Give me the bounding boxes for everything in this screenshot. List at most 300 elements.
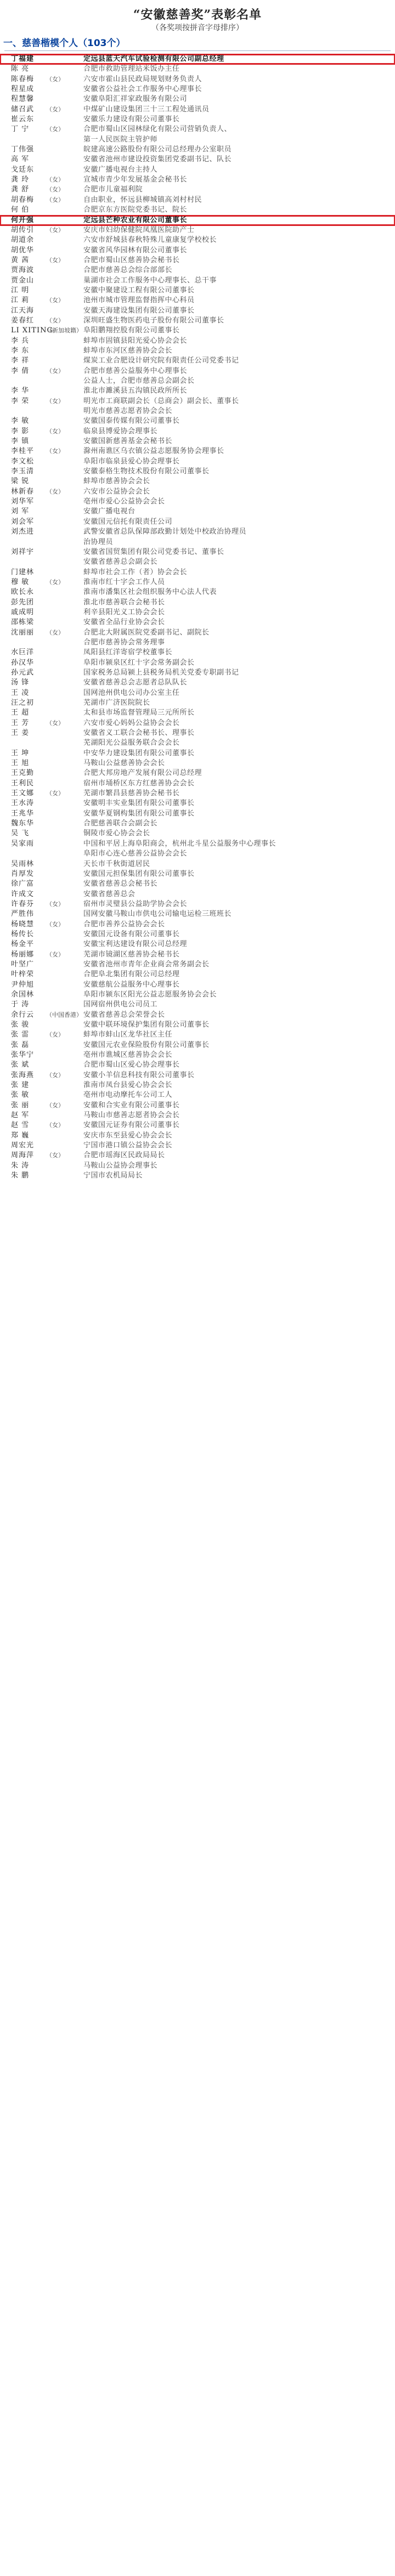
honoree-title: 淮北市濉溪县五沟镇民政所所长 <box>83 387 188 395</box>
page-subtitle: （各奖项按拼音字母排序） <box>151 24 244 32</box>
list-item <box>0 648 395 658</box>
honoree-name: 王 超 <box>11 709 30 717</box>
honoree-name: 李 祥 <box>11 356 30 365</box>
honoree-title: 安徽省池州市青年企业商会常务副会长 <box>83 960 210 969</box>
honoree-title: 六安市舒城县春秋特殊儿童康复学校校长 <box>83 236 217 245</box>
honoree-title: 安徽国元证券有限公司董事长 <box>83 1121 180 1130</box>
list-item <box>0 235 395 245</box>
list-item <box>0 397 395 406</box>
list-item <box>0 94 395 104</box>
list-item <box>0 507 395 517</box>
list-item <box>0 899 395 909</box>
honoree-note: （女） <box>46 1101 64 1109</box>
list-item <box>0 718 395 728</box>
honoree-name: 刘 军 <box>11 507 30 516</box>
honoree-name: 朱 鹏 <box>11 1171 30 1180</box>
honoree-name: 王文娜 <box>11 789 35 798</box>
list-item <box>0 779 395 789</box>
honoree-name: 赵 雪 <box>11 1121 30 1130</box>
list-item <box>0 165 395 175</box>
honoree-title: 安徽省风华园林有限公司董事长 <box>83 246 188 254</box>
honoree-name: 肖厚发 <box>11 869 35 878</box>
honoree-title: 安徽省义工联合会秘书长、理事长 <box>83 729 195 738</box>
honoree-note: （女） <box>46 900 64 908</box>
honoree-name: 程星成 <box>11 85 35 94</box>
honoree-title: 阜阳市颍东区阳光公益志愿服务协会会长 <box>83 990 217 999</box>
honoree-name: 李玉清 <box>11 467 35 476</box>
honoree-name: 李 影 <box>11 427 30 435</box>
honoree-title: 安徽省公益社会工作服务中心理事长 <box>83 85 202 94</box>
honoree-name: 胡优华 <box>11 246 35 254</box>
list-item <box>0 135 395 145</box>
list-item <box>0 296 395 305</box>
honoree-title: 合肥市慈善总会综合部部长 <box>83 266 173 275</box>
list-item <box>0 527 395 537</box>
honoree-title: 合肥市蜀山区园林绿化有限公司营销负责人、 <box>83 125 232 134</box>
list-item <box>0 225 395 235</box>
list-item <box>0 265 395 275</box>
honoree-title: 安庆市东至县爱心协会会长 <box>83 1131 173 1140</box>
honoree-name: 胡春梅 <box>11 195 35 204</box>
list-item <box>0 678 395 688</box>
honoree-title: 巢湖市社会工作服务中心理事长、总干事 <box>83 276 217 285</box>
honoree-name: 龚 玲 <box>11 175 30 184</box>
list-item <box>0 920 395 930</box>
list-item <box>0 829 395 839</box>
honoree-name: 张 建 <box>11 1081 30 1090</box>
honoree-title: 安徽省慈善总会荣誉会长 <box>83 1010 165 1019</box>
honoree-name: 欧长永 <box>11 588 35 597</box>
honoree-note: （女） <box>46 488 64 495</box>
honoree-title: 安庆市妇幼保健院凤凰医院助产士 <box>83 225 195 234</box>
list-item <box>0 1090 395 1100</box>
list-item <box>0 477 395 486</box>
list-item <box>0 698 395 708</box>
highlighted-list-item <box>0 216 395 225</box>
list-item <box>0 366 395 376</box>
honoree-name: 吴 飞 <box>11 829 30 838</box>
highlighted-list-item <box>0 54 395 64</box>
list-item <box>0 1120 395 1130</box>
honoree-name: 刘华军 <box>11 497 35 506</box>
list-item <box>0 286 395 296</box>
honoree-name: 王 芳 <box>11 718 30 727</box>
honoree-title: 安徽广播电视台 <box>83 507 136 516</box>
honoree-title: 合肥市蜀山区慈善协会秘书长 <box>83 256 180 264</box>
honoree-title: 淮南市红十字会工作人员 <box>83 578 165 586</box>
list-item <box>0 306 395 316</box>
list-item <box>0 124 395 134</box>
honoree-title: 自由职业，怀远县柳城镇高刘村村民 <box>83 195 202 204</box>
honoree-title: 铜陵市爱心协会会长 <box>83 829 150 838</box>
list-item <box>0 960 395 970</box>
list-item <box>0 115 395 124</box>
list-item <box>0 1161 395 1171</box>
honoree-name: 杨传长 <box>11 930 35 938</box>
honoree-title: 六安市霍山县民政局规划财务负责人 <box>83 75 202 83</box>
honoree-name: 李 镇 <box>11 437 30 446</box>
list-item <box>0 1071 395 1080</box>
list-item <box>0 1030 395 1040</box>
honoree-name: 张华宁 <box>11 1051 35 1060</box>
honoree-title: 定远县芒种农业有限公司董事长 <box>83 216 188 224</box>
honoree-note: （女） <box>46 186 64 194</box>
honoree-title: 安徽宝利达建设有限公司总经理 <box>83 940 188 949</box>
honoree-note: （女） <box>46 790 64 797</box>
honoree-title: 宁国市港口镇公益协会会长 <box>83 1141 173 1150</box>
list-item <box>0 1131 395 1141</box>
honoree-title: 安徽中聚建设工程有限公司董事长 <box>83 286 195 295</box>
honoree-title: 深圳旺盛生物医药电子股份有限公司董事长 <box>83 316 224 325</box>
honoree-title: 安徽国元担保集团有限公司董事长 <box>83 869 195 878</box>
list-item <box>0 467 395 477</box>
honoree-title: 芜湖阳光公益服务联合会会长 <box>83 739 180 748</box>
list-item <box>0 406 395 416</box>
honoree-title: 安徽华夏钢构集团有限公司董事长 <box>83 809 195 818</box>
list-item <box>0 809 395 819</box>
honoree-title: 安徽明丰实业集团有限公司董事长 <box>83 799 195 808</box>
honoree-title: 安徽泰格生物技术股份有限公司董事长 <box>83 467 210 476</box>
honoree-title: 安徽省池州市建设投资集团党委副书记、队长 <box>83 155 232 164</box>
list-item <box>0 175 395 185</box>
honoree-note: （女） <box>46 629 64 636</box>
list-item <box>0 64 395 74</box>
list-item <box>0 1151 395 1160</box>
honoree-name: 王 坤 <box>11 749 30 757</box>
honoree-name: 杨晓慧 <box>11 920 35 929</box>
honoree-title: 马鞍山公益慈善协会会长 <box>83 759 165 768</box>
list-item <box>0 145 395 155</box>
honoree-title: 安徽广播电视台主持人 <box>83 165 158 174</box>
list-item <box>0 728 395 738</box>
honoree-name: 何 伯 <box>11 206 30 214</box>
list-item <box>0 446 395 456</box>
honoree-title: 合肥阜北集团有限公司总经理 <box>83 970 180 979</box>
honoree-title: 国网安徽马鞍山市供电公司输电运检三班班长 <box>83 910 232 919</box>
list-item <box>0 195 395 205</box>
honoree-title: 太和县市场监督管理局三元所所长 <box>83 709 195 717</box>
honoree-name: 彭先团 <box>11 598 35 607</box>
list-item <box>0 658 395 668</box>
honoree-name: 胡道余 <box>11 236 35 245</box>
honoree-name: 李 荣 <box>11 397 30 405</box>
honoree-name: 王利民 <box>11 779 35 788</box>
list-item <box>0 1171 395 1181</box>
list-item <box>0 547 395 557</box>
list-item <box>0 346 395 356</box>
list-item <box>0 738 395 748</box>
list-item <box>0 758 395 768</box>
honoree-note: （女） <box>46 196 64 203</box>
list-item <box>0 950 395 960</box>
honoree-note: （女） <box>46 316 64 324</box>
honoree-name: 李 敏 <box>11 417 30 426</box>
list-item <box>0 939 395 949</box>
honoree-name: 赵 军 <box>11 1111 30 1120</box>
honoree-name: LI XITING <box>11 326 53 335</box>
list-item <box>0 587 395 597</box>
honoree-title: 安徽省慈善总会 <box>83 890 136 898</box>
list-item <box>0 75 395 84</box>
honoree-title: 宣城市青少年发展基金会秘书长 <box>83 175 188 184</box>
honoree-title: 安徽国元信托有限责任公司 <box>83 517 173 526</box>
honoree-title: 合肥市善养公益协会会长 <box>83 920 165 929</box>
honoree-name: 叶坚广 <box>11 960 35 969</box>
honoree-name: 龚 舒 <box>11 185 30 194</box>
list-item <box>0 1111 395 1120</box>
honoree-name: 穆 敏 <box>11 578 30 586</box>
list-item <box>0 356 395 366</box>
honoree-title: 中煤矿山建设集团三十三工程处通讯员 <box>83 105 210 114</box>
honoree-title: 合肥市救助管理站米饭办主任 <box>83 65 180 73</box>
list-item <box>0 497 395 507</box>
list-item <box>0 427 395 437</box>
honoree-title: 治协理员 <box>83 537 114 546</box>
honoree-name: 张 斌 <box>11 1061 30 1069</box>
honoree-name: 余国林 <box>11 990 35 999</box>
section-title: 一、慈善楷模个人（103个） <box>3 38 126 49</box>
honoree-note: （女） <box>46 1122 64 1129</box>
honoree-title: 安徽国新慈善基金会秘书长 <box>83 437 173 446</box>
honoree-title: 安徽省慈善总会副会长 <box>83 558 158 567</box>
honoree-title: 安徽阜阳汇祥家政服务有限公司 <box>83 95 188 104</box>
honoree-name: 程慧馨 <box>11 95 35 104</box>
honoree-note: （女） <box>46 297 64 304</box>
list-item <box>0 276 395 286</box>
list-item <box>0 336 395 346</box>
honoree-title: 安徽小羊信息科技有限公司董事长 <box>83 1071 195 1079</box>
honoree-title: 武警安徽省总队保障部政勤计划处中校政治协理员 <box>83 528 247 536</box>
honoree-note: （女） <box>46 75 64 83</box>
list-item <box>0 849 395 859</box>
honoree-title: 安徽省全品行业协会会长 <box>83 618 165 627</box>
honoree-title: 阜阳市颍泉区红十字会常务副会长 <box>83 658 195 667</box>
honoree-title: 蚌埠市慈善协会会长 <box>83 477 150 486</box>
honoree-name: 李 兵 <box>11 336 30 345</box>
honoree-note: （女） <box>46 126 64 133</box>
list-item <box>0 246 395 256</box>
honoree-name: 王水涛 <box>11 799 35 808</box>
honoree-name: 许成文 <box>11 890 35 898</box>
honoree-title: 安徽中联环境保护集团有限公司董事长 <box>83 1021 210 1029</box>
honoree-note: （女） <box>46 427 64 435</box>
honoree-title: 合肥市蜀山区爱心协会理事长 <box>83 1061 180 1069</box>
list-item <box>0 980 395 990</box>
honoree-name: 杨丽娜 <box>11 950 35 959</box>
list-item <box>0 557 395 567</box>
honoree-name: 张 骏 <box>11 1021 30 1029</box>
list-item <box>0 376 395 386</box>
honoree-name: 王 姜 <box>11 729 30 738</box>
honoree-name: 李 东 <box>11 346 30 355</box>
honoree-name: 丁福建 <box>11 55 35 63</box>
honoree-note: （女） <box>46 105 64 113</box>
list-item <box>0 1050 395 1060</box>
honoree-name: 汤 锋 <box>11 678 30 687</box>
honoree-name: 储召武 <box>11 105 35 114</box>
honoree-title: 安徽和合实业有限公司董事长 <box>83 1101 180 1109</box>
list-item <box>0 1080 395 1090</box>
list-item <box>0 1101 395 1111</box>
honoree-note: （女） <box>46 226 64 234</box>
list-item <box>0 628 395 638</box>
honoree-name: 王克勤 <box>11 769 35 778</box>
honoree-name: 郑 巍 <box>11 1131 30 1140</box>
honoree-name: 何开强 <box>11 216 35 224</box>
honoree-name: 孙汉华 <box>11 658 35 667</box>
honoree-title: 合肥北大附属医院党委副书记、副院长 <box>83 628 210 637</box>
list-item <box>0 909 395 919</box>
honoree-title: 公益人士，合肥市慈善总会副会长 <box>83 377 195 385</box>
list-item <box>0 859 395 869</box>
honoree-name: 姜春红 <box>11 316 35 325</box>
list-item <box>0 638 395 648</box>
list-item <box>0 155 395 165</box>
honoree-name: 魏东华 <box>11 819 35 828</box>
honoree-title: 蚌埠市社会工作（者）协会会长 <box>83 568 188 576</box>
list-item <box>0 890 395 899</box>
list-item <box>0 708 395 718</box>
honoree-note: （女） <box>46 1152 64 1159</box>
list-item <box>0 688 395 698</box>
list-item <box>0 668 395 678</box>
list-item <box>0 578 395 587</box>
list-item <box>0 1000 395 1010</box>
honoree-name: 丁伟强 <box>11 145 35 154</box>
honoree-title: 定远县蓝天汽车试验检测有限公司副总经理 <box>83 55 224 63</box>
honoree-name: 戈廷东 <box>11 165 35 174</box>
honoree-note: （女） <box>46 719 64 727</box>
honoree-name: 丁 宁 <box>11 125 30 134</box>
honoree-name: 张 敏 <box>11 1091 30 1100</box>
honoree-name: 张 丽 <box>11 1101 30 1109</box>
honoree-title: 安徽省慈善总会志愿者总队队长 <box>83 678 188 687</box>
honoree-title: 安徽慈航公益服务中心理事长 <box>83 980 180 989</box>
honoree-title: 亳州市爱心公益协会会长 <box>83 497 165 506</box>
section-divider <box>4 50 391 51</box>
honoree-name: 张 磊 <box>11 1040 30 1049</box>
honoree-name: 周海萍 <box>11 1151 35 1160</box>
honoree-title: 安徽乐力建设有限公司董事长 <box>83 115 180 124</box>
honoree-name: 崔云东 <box>11 115 35 124</box>
list-item <box>0 839 395 849</box>
honoree-title: 第一人民医院主管护师 <box>83 135 158 144</box>
honoree-note: （中国香港） <box>46 1011 82 1018</box>
list-item <box>0 1141 395 1151</box>
honoree-name: 吴雨林 <box>11 859 35 868</box>
list-item <box>0 386 395 396</box>
honoree-title: 六安市公益协会会长 <box>83 487 150 496</box>
honoree-name: 于 涛 <box>11 1000 30 1009</box>
honoree-title: 宿州市埇桥区东方红慈善协会会长 <box>83 779 195 788</box>
honoree-name: 李桂平 <box>11 447 35 456</box>
honoree-name: 吴家雨 <box>11 839 35 848</box>
honoree-title: 安徽国元设备有限公司董事长 <box>83 930 180 938</box>
honoree-name: 梁 锐 <box>11 477 30 486</box>
list-item <box>0 789 395 799</box>
list-item <box>0 326 395 336</box>
honoree-name: 江 莉 <box>11 296 30 305</box>
list-item <box>0 819 395 829</box>
honoree-title: 淮南市潘集区社会组织服务中心法人代表 <box>83 588 217 597</box>
honoree-name: 许春芬 <box>11 899 35 908</box>
honoree-title: 安徽天海建设集团有限公司董事长 <box>83 306 195 315</box>
honoree-name: 孙元武 <box>11 668 35 677</box>
honoree-title: 阜阳市心连心慈善公益协会会长 <box>83 850 188 858</box>
list-item <box>0 799 395 808</box>
honoree-note: （新加坡籍） <box>46 327 82 335</box>
honoree-title: 淮南市凤台县爱心协会会长 <box>83 1081 173 1090</box>
honoree-title: 六安市爱心妈妈公益协会会长 <box>83 718 180 727</box>
list-item <box>0 487 395 497</box>
honoree-title: 天长市千秋街道居民 <box>83 859 150 868</box>
honoree-name: 李 华 <box>11 387 30 395</box>
honoree-name: 江天海 <box>11 306 35 315</box>
honoree-title: 阜阳市临泉县爱心协会理事长 <box>83 457 180 466</box>
list-item <box>0 437 395 446</box>
honoree-title: 芜湖市广济医院院长 <box>83 699 150 707</box>
honoree-note: （女） <box>46 1031 64 1039</box>
honoree-title: 利辛县阳光义工协会会长 <box>83 608 165 616</box>
honoree-note: （女） <box>46 578 64 586</box>
honoree-title: 亳州市电动摩托车公司工人 <box>83 1091 173 1100</box>
honoree-name: 严胜伟 <box>11 910 35 919</box>
honoree-note: （女） <box>46 448 64 455</box>
honoree-title: 滁州南谯区乌衣镇公益志愿服务协会理事长 <box>83 447 224 456</box>
honoree-name: 张 雷 <box>11 1031 30 1039</box>
honoree-title: 淮北市慈善联合会秘书长 <box>83 598 165 607</box>
honoree-name: 刘会军 <box>11 517 35 526</box>
list-item <box>0 316 395 326</box>
list-item <box>0 749 395 758</box>
list-item <box>0 537 395 547</box>
honoree-name: 李文松 <box>11 457 35 466</box>
honoree-title: 国家税务总局颍上县税务局机关党委专职副书记 <box>83 668 239 677</box>
honoree-title: 芜湖市镜湖区慈善协会秘书长 <box>83 950 180 959</box>
honoree-note: （女） <box>46 950 64 958</box>
list-item <box>0 205 395 215</box>
list-item <box>0 608 395 618</box>
list-item <box>0 105 395 115</box>
honoree-title: 中国和平居上海阜阳商会，杭州北斗星公益服务中心理事长 <box>83 839 276 848</box>
list-item <box>0 970 395 980</box>
honoree-title: 合肥市慈善协会常务理事 <box>83 638 165 647</box>
list-item <box>0 879 395 889</box>
list-item <box>0 457 395 467</box>
honoree-title: 安徽省慈善总会秘书长 <box>83 880 158 888</box>
honoree-title: 宁国市农机局局长 <box>83 1171 143 1180</box>
honoree-name: 王兆华 <box>11 809 35 818</box>
list-item <box>0 1040 395 1050</box>
honoree-name: 周宏光 <box>11 1141 35 1150</box>
honoree-title: 中安华力建设集团有限公司董事长 <box>83 749 195 757</box>
honoree-title: 安徽国泰传媒有限公司董事长 <box>83 417 180 426</box>
honoree-title: 合肥市儿童福利院 <box>83 185 143 194</box>
honoree-note: （女） <box>46 397 64 405</box>
honoree-title: 马鞍山公益协会理事长 <box>83 1161 158 1170</box>
list-item <box>0 256 395 265</box>
page-title: “安徽慈善奖”表彰名单 <box>133 8 262 22</box>
list-item <box>0 1010 395 1020</box>
honoree-name: 刘祥宇 <box>11 547 35 556</box>
honoree-title: 亳州市谯城区慈善协会会长 <box>83 1051 173 1060</box>
honoree-title: 池州市城市管理监督指挥中心科员 <box>83 296 195 305</box>
honoree-note: （女） <box>46 256 64 264</box>
honoree-name: 戚成明 <box>11 608 35 616</box>
honoree-name: 江 明 <box>11 286 30 295</box>
list-item <box>0 1020 395 1030</box>
honoree-name: 叶梓荣 <box>11 970 35 979</box>
